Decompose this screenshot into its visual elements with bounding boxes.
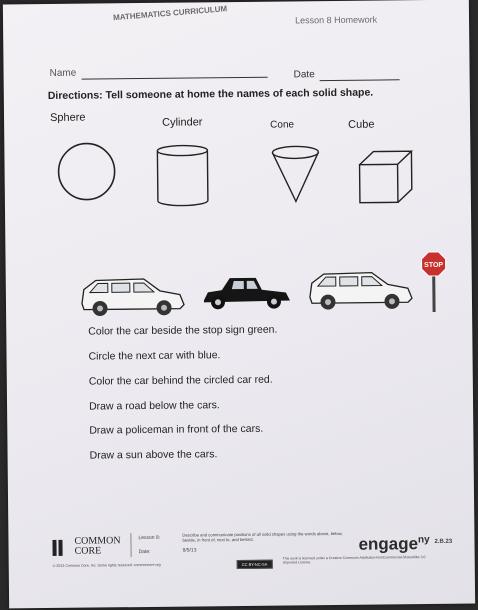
suv-car-left-icon <box>80 275 188 318</box>
brand-line1: COMMON <box>74 535 121 547</box>
page-number: 2.B.23 <box>434 538 453 545</box>
footer-divider <box>130 533 131 557</box>
footer-date-label: Date: <box>138 548 151 556</box>
cylinder-icon <box>154 142 211 209</box>
date-label: Date <box>293 69 315 81</box>
license-text: This work is licensed under a Creative Commons Attribution-NonCommercial-ShareAlike 3.0 Unported License. <box>282 555 426 565</box>
cube-label: Cube <box>348 118 375 131</box>
copyright-text: © 2013 Common Core, Inc. Some rights reserved. commoncore.org <box>52 562 161 568</box>
name-label: Name <box>49 67 77 79</box>
directions-text: Directions: Tell someone at home the names of each solid shape. <box>47 86 374 102</box>
curriculum-header: MATHEMATICS CURRICULUM <box>112 4 228 23</box>
instruction-1: Color the car beside the stop sign green. <box>88 323 278 338</box>
instruction-2: Circle the next car with blue. <box>88 349 221 363</box>
cone-label: Cone <box>270 119 295 131</box>
lesson-title: Lesson 8 Homework <box>294 14 378 26</box>
instruction-5: Draw a policeman in front of the cars. <box>89 422 264 437</box>
brand-line2: CORE <box>74 545 102 557</box>
instruction-4: Draw a road below the cars. <box>89 399 220 413</box>
suv-car-right-icon <box>308 268 416 313</box>
stop-sign-text: STOP <box>424 261 444 270</box>
license-badge: CC BY-NC-SA <box>237 560 273 569</box>
cube-icon <box>356 148 415 207</box>
cylinder-label: Cylinder <box>162 116 203 129</box>
engage-superscript: ny <box>417 534 430 546</box>
common-core-logo-icon <box>52 540 64 556</box>
date-field[interactable] <box>320 79 400 81</box>
sphere-icon <box>56 141 117 202</box>
stop-sign-icon <box>419 250 448 312</box>
name-field[interactable] <box>82 77 268 80</box>
lesson-description: Describe and communicate positions of all solid shapes using the words above, below, beside, in front of, next to, and behind. <box>182 530 343 543</box>
instruction-6: Draw a sun above the cars. <box>89 448 218 462</box>
cone-icon <box>270 145 321 206</box>
engage-word: engage <box>358 534 419 554</box>
engage-logo <box>358 534 429 555</box>
classic-car-icon <box>198 273 294 310</box>
worksheet-page <box>3 0 475 608</box>
footer-lesson-label: Lesson 8: <box>138 534 161 542</box>
sphere-label: Sphere <box>49 111 86 124</box>
footer-date-value: 8/5/13 <box>182 547 197 554</box>
instruction-3: Color the car behind the circled car red. <box>88 373 273 388</box>
